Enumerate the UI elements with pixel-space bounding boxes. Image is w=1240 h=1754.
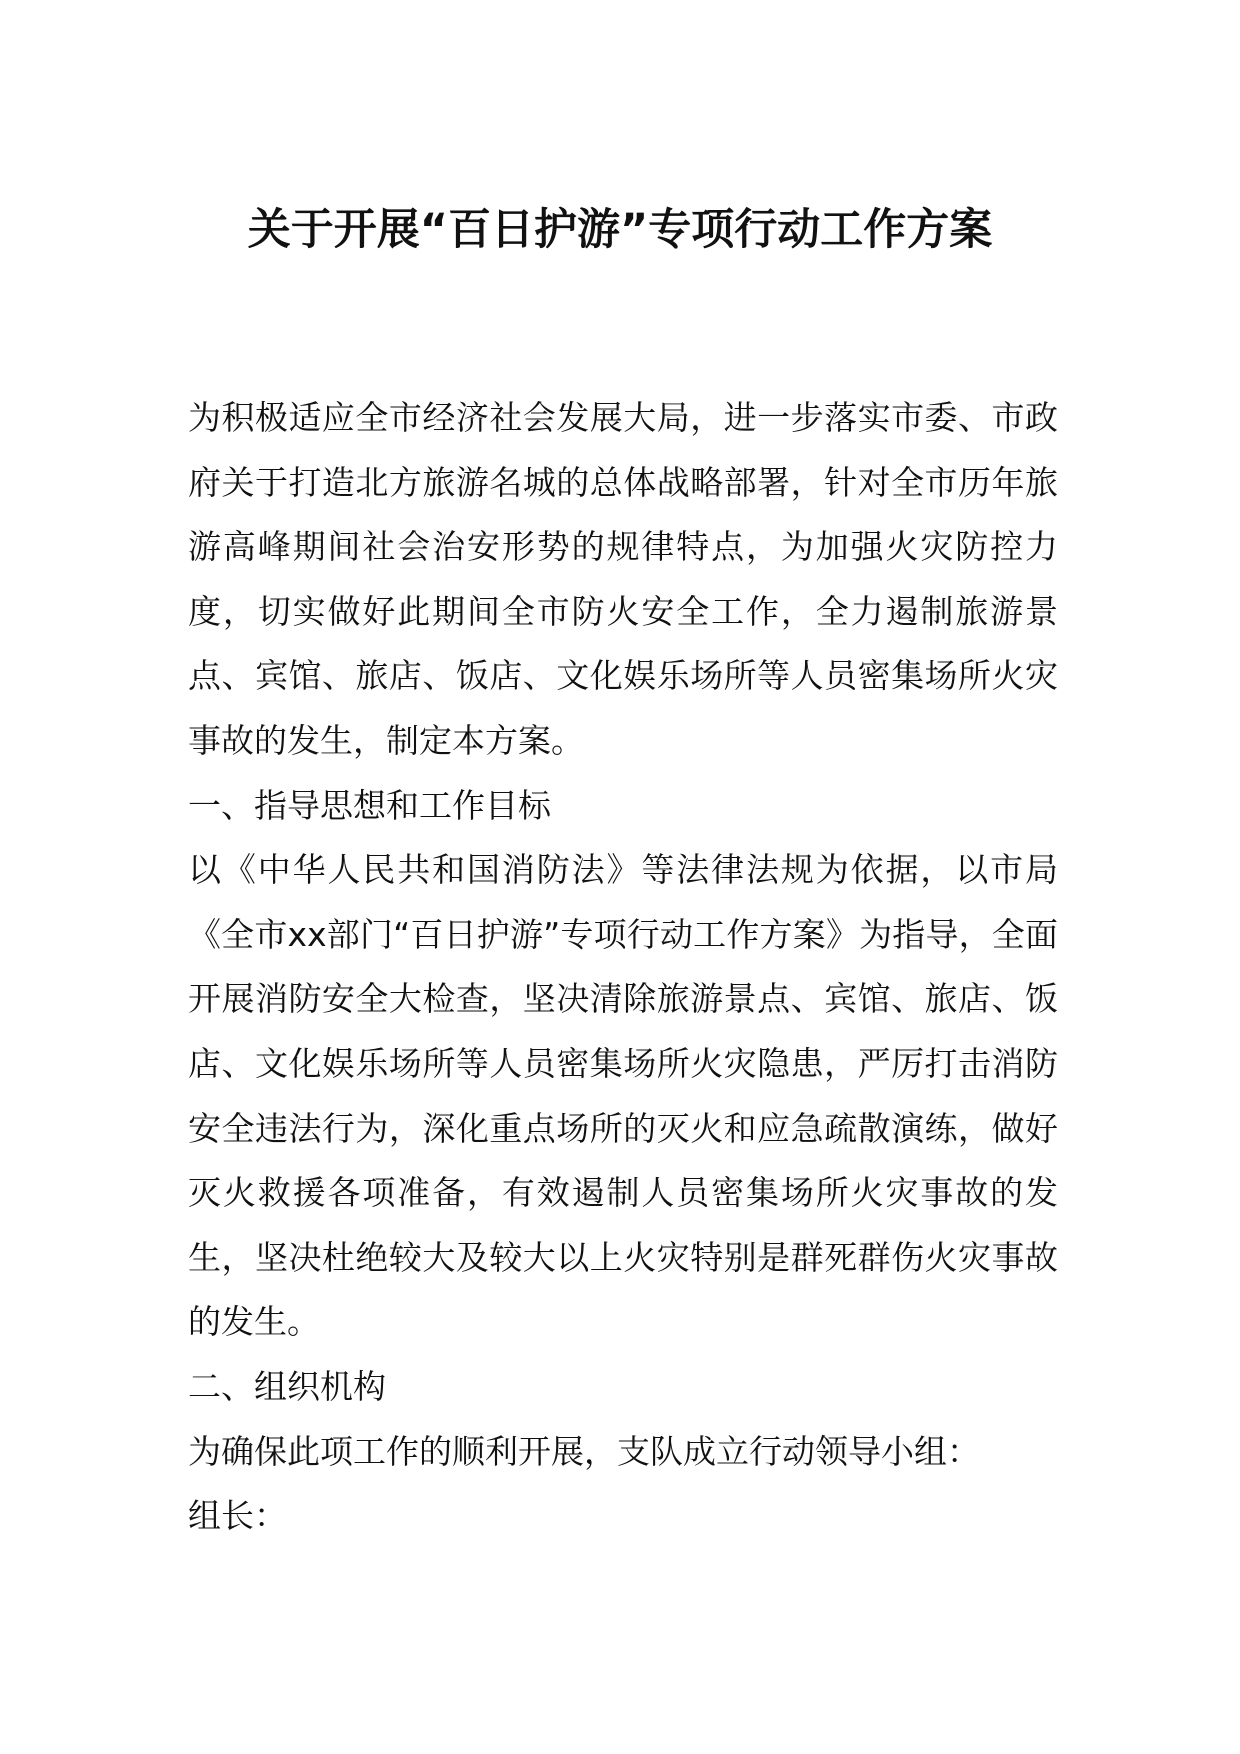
guiding-ideology-paragraph: 以《中华人民共和国消防法》等法律法规为依据，以市局《全市xx部门“百日护游”专项行动工作方案》为指导，全面开展消防安全大检查，坚决清除旅游景点、宾馆、旅店、饭店、文化娱乐场所等人员密集场所火灾隐患，严厉打击消防安全违法行为，深化重点场所的灭火和应急疏散演练，做好灭火救援各项准备，有效遏制人员密集场所火灾事故的发生，坚决杜绝较大及较大以上火灾特别是群死群伤火灾事故的发生。 (188, 850, 1058, 1342)
document-title: 关于开展“百日护游”专项行动工作方案 (247, 205, 993, 255)
section-heading-organization: 二、组织机构 (188, 1366, 386, 1406)
intro-paragraph: 为积极适应全市经济社会发展大局，进一步落实市委、市政府关于打造北方旅游名城的总体战略部署，针对全市历年旅游高峰期间社会治安形势的规律特点，为加强火灾防控力度，切实做好此期间全市防火安全工作，全力遏制旅游景点、宾馆、旅店、饭店、文化娱乐场所等人员密集场所火灾事故的发生，制定本方案。 (188, 398, 1058, 760)
document-body (188, 386, 1058, 1549)
team-leader-line: 组长： (188, 1496, 287, 1536)
organization-paragraph: 为确保此项工作的顺利开展，支队成立行动领导小组： (188, 1431, 980, 1471)
section-heading-guiding-ideology: 一、指导思想和工作目标 (188, 785, 551, 825)
